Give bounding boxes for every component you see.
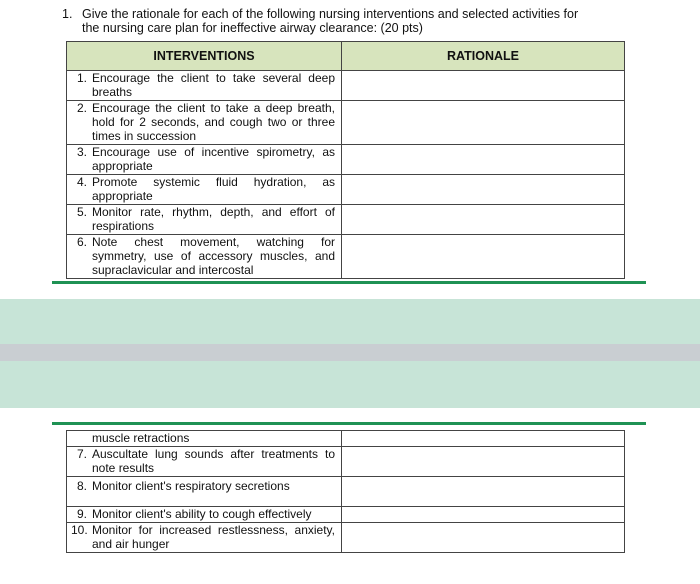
table-row bbox=[67, 477, 625, 507]
intervention-text: Encourage the client to take several deep breaths bbox=[92, 71, 335, 99]
item-number: 3. bbox=[76, 145, 87, 159]
table-row bbox=[67, 431, 625, 447]
item-number: 9. bbox=[76, 507, 87, 521]
intervention-text: Note chest movement, watching for symmetry, use of accessory muscles, and supraclavicular and intercostal bbox=[92, 235, 335, 277]
table-row bbox=[67, 235, 625, 279]
page-break-line-bottom bbox=[52, 422, 646, 425]
intervention-cell bbox=[67, 205, 342, 235]
rationale-cell[interactable] bbox=[342, 175, 625, 205]
question-number: 1. bbox=[62, 7, 73, 21]
intervention-cell bbox=[67, 235, 342, 279]
intervention-text: Monitor rate, rhythm, depth, and effort of respirations bbox=[92, 205, 335, 233]
item-number: 6. bbox=[76, 235, 87, 249]
intervention-text: Promote systemic fluid hydration, as appropriate bbox=[92, 175, 335, 203]
rationale-header: RATIONALE bbox=[342, 42, 625, 71]
intervention-cell bbox=[67, 145, 342, 175]
intervention-text: Monitor client's respiratory secretions bbox=[92, 479, 290, 493]
rationale-cell[interactable] bbox=[342, 447, 625, 477]
intervention-cell bbox=[67, 523, 342, 553]
table-row bbox=[67, 507, 625, 523]
question-text: Give the rationale for each of the following nursing interventions and selected activities for the nursing care plan for ineffective airway clearance: (20 pts) bbox=[82, 7, 579, 35]
intervention-text: Encourage use of incentive spirometry, as appropriate bbox=[92, 145, 335, 173]
item-number: 8. bbox=[76, 479, 87, 493]
page-gap-band bbox=[0, 344, 700, 361]
intervention-text-continued: muscle retractions bbox=[92, 431, 190, 445]
interventions-header: INTERVENTIONS bbox=[67, 42, 342, 71]
care-plan-table bbox=[66, 41, 625, 279]
item-number: 1. bbox=[76, 71, 87, 85]
care-plan-table-continued bbox=[66, 430, 625, 553]
item-number: 10. bbox=[71, 523, 88, 537]
page-gap-band bbox=[0, 299, 700, 344]
table-row bbox=[67, 101, 625, 145]
item-number: 5. bbox=[76, 205, 87, 219]
rationale-cell[interactable] bbox=[342, 235, 625, 279]
rationale-cell[interactable] bbox=[342, 101, 625, 145]
item-number: 4. bbox=[76, 175, 87, 189]
question-1 bbox=[62, 7, 582, 35]
table-header-row bbox=[67, 42, 625, 71]
page-break-line-top bbox=[52, 281, 646, 284]
item-number: 7. bbox=[76, 447, 87, 461]
intervention-text: Auscultate lung sounds after treatments to note results bbox=[92, 447, 335, 475]
intervention-cell bbox=[67, 447, 342, 477]
intervention-cell bbox=[67, 477, 342, 507]
rationale-cell[interactable] bbox=[342, 507, 625, 523]
intervention-text: Monitor for increased restlessness, anxiety, and air hunger bbox=[92, 523, 335, 551]
rationale-cell[interactable] bbox=[342, 145, 625, 175]
intervention-cell bbox=[67, 507, 342, 523]
rationale-cell[interactable] bbox=[342, 431, 625, 447]
table-row bbox=[67, 175, 625, 205]
intervention-text: Monitor client's ability to cough effectively bbox=[92, 507, 312, 521]
rationale-cell[interactable] bbox=[342, 71, 625, 101]
page-gap-band bbox=[0, 361, 700, 408]
intervention-cell bbox=[67, 431, 342, 447]
rationale-cell[interactable] bbox=[342, 477, 625, 507]
table-row bbox=[67, 145, 625, 175]
table-row bbox=[67, 71, 625, 101]
intervention-cell bbox=[67, 175, 342, 205]
intervention-text: Encourage the client to take a deep breath, hold for 2 seconds, and cough two or three times in succession bbox=[92, 101, 335, 143]
table-row bbox=[67, 205, 625, 235]
table-row bbox=[67, 523, 625, 553]
rationale-cell[interactable] bbox=[342, 205, 625, 235]
intervention-cell bbox=[67, 101, 342, 145]
item-number: 2. bbox=[76, 101, 87, 115]
rationale-cell[interactable] bbox=[342, 523, 625, 553]
table-row bbox=[67, 447, 625, 477]
intervention-cell bbox=[67, 71, 342, 101]
